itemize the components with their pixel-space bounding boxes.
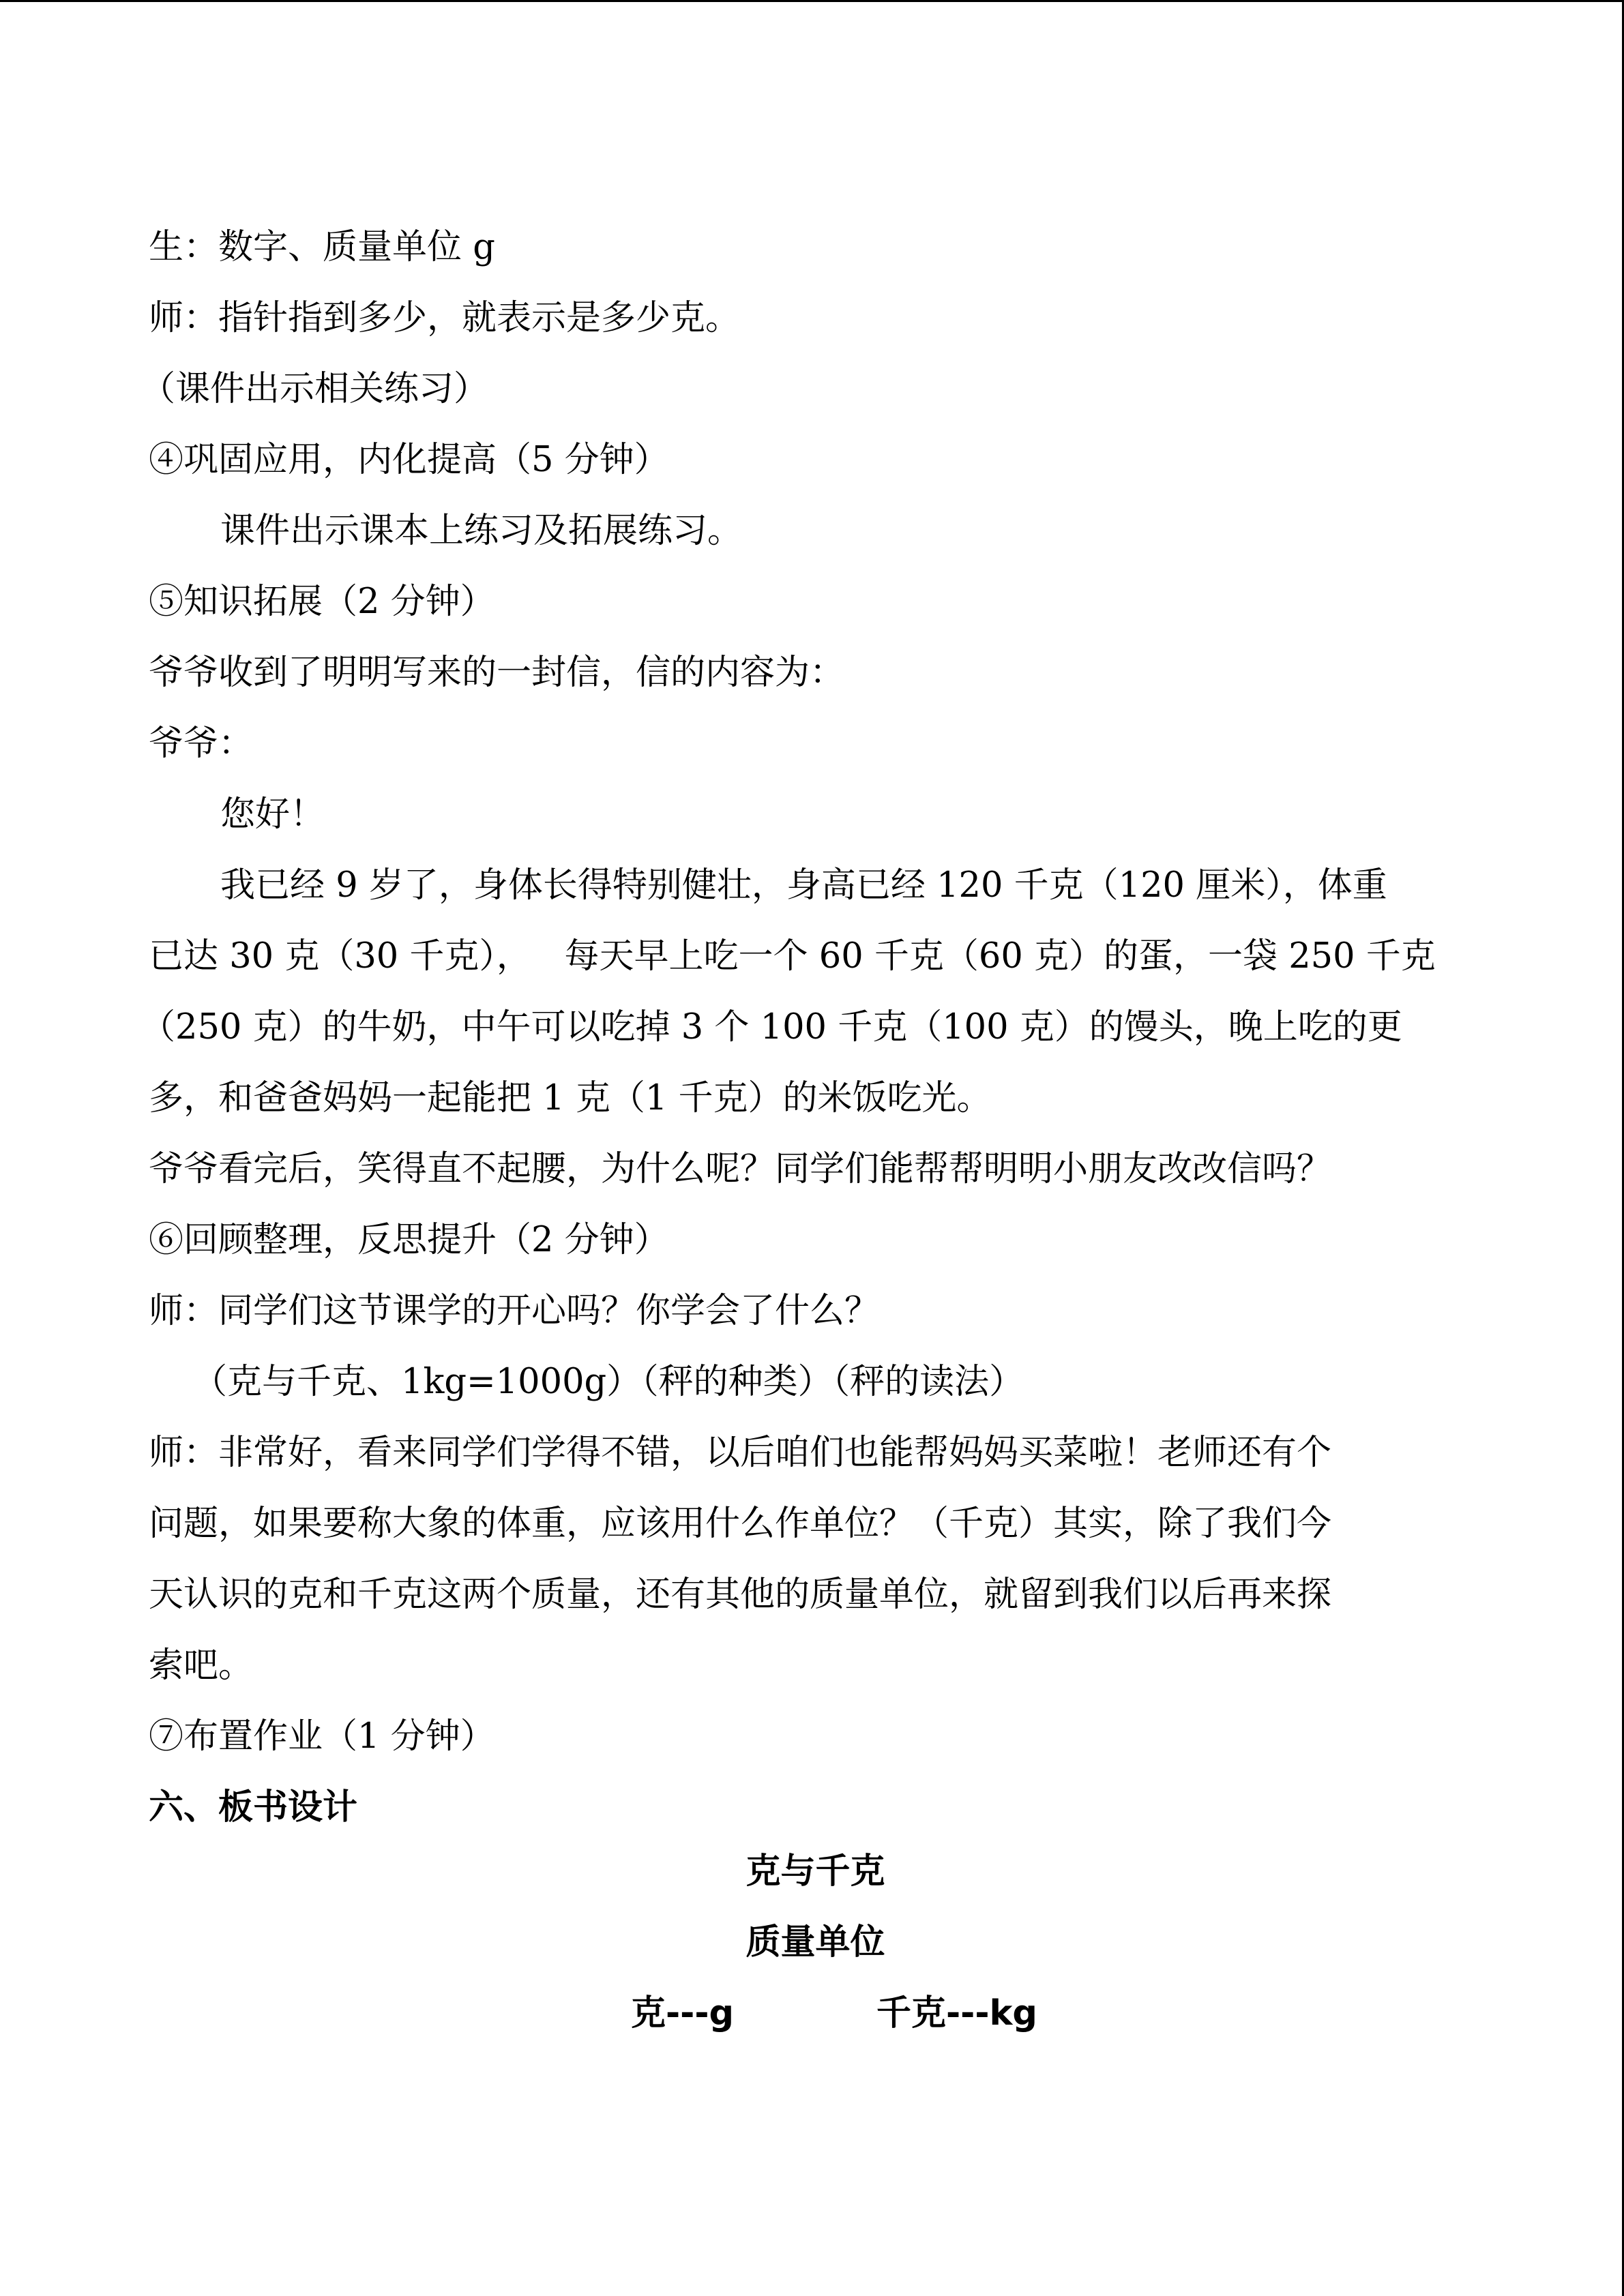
- paragraph-line: 爷爷收到了明明写来的一封信，信的内容为：: [149, 653, 845, 693]
- paragraph-line: 课件出示课本上练习及拓展练习。: [220, 511, 743, 551]
- paragraph-line: （课件出示相关练习）: [141, 369, 489, 409]
- paragraph-line: 生：数字、质量单位 g: [149, 227, 495, 267]
- letter-line: 多，和爸爸妈妈一起能把 1 克（1 千克）的米饭吃光。: [149, 1078, 992, 1118]
- paragraph-line: 师：同学们这节课学的开心吗？你学会了什么？: [149, 1291, 880, 1331]
- document-body: [141, 212, 1486, 1843]
- letter-greeting: 您好！: [220, 794, 325, 835]
- paragraph-line: 天认识的克和千克这两个质量，还有其他的质量单位，就留到我们以后再来探: [149, 1575, 1332, 1615]
- paragraph-line: ⑤知识拓展（2 分钟）: [149, 582, 495, 622]
- unit-kilogram: 千克---kg: [876, 1993, 1037, 2033]
- board-units-row: [0, 1978, 1624, 2049]
- paragraph-line: 问题，如果要称大象的体重，应该用什么作单位？（千克）其实，除了我们今: [149, 1504, 1332, 1544]
- blackboard-design: [0, 1836, 1624, 2049]
- paragraph-line: 索吧。: [149, 1645, 254, 1686]
- letter-line: 我已经 9 岁了，身体长得特别健壮，身高已经 120 千克（120 厘米），体重: [220, 865, 1387, 906]
- board-subtitle: 质量单位: [745, 1922, 885, 1963]
- section-heading: 六、板书设计: [149, 1787, 358, 1828]
- unit-gram: 克---g: [631, 1993, 735, 2033]
- paragraph-line: ⑦布置作业（1 分钟）: [149, 1716, 495, 1757]
- paragraph-line: ⑥回顾整理，反思提升（2 分钟）: [149, 1220, 669, 1260]
- letter-line: 已达 30 克（30 千克）， 每天早上吃一个 60 千克（60 克）的蛋，一袋 250 千克: [149, 936, 1436, 976]
- paragraph-line: 师：非常好，看来同学们学得不错，以后咱们也能帮妈妈买菜啦！老师还有个: [149, 1433, 1332, 1473]
- paragraph-line: 爷爷看完后，笑得直不起腰，为什么呢？同学们能帮帮明明小朋友改改信吗？: [149, 1149, 1332, 1189]
- paragraph-line: （克与千克、1kg=1000g）（秤的种类）（秤的读法）: [192, 1362, 1024, 1402]
- paragraph-line: ④巩固应用，内化提高（5 分钟）: [149, 440, 669, 480]
- paragraph-line: 师：指针指到多少，就表示是多少克。: [149, 298, 741, 338]
- letter-line: （250 克）的牛奶，中午可以吃掉 3 个 100 千克（100 克）的馒头，晚上吃的更: [141, 1007, 1402, 1047]
- board-title: 克与千克: [745, 1851, 885, 1892]
- letter-salutation: 爷爷：: [149, 724, 254, 764]
